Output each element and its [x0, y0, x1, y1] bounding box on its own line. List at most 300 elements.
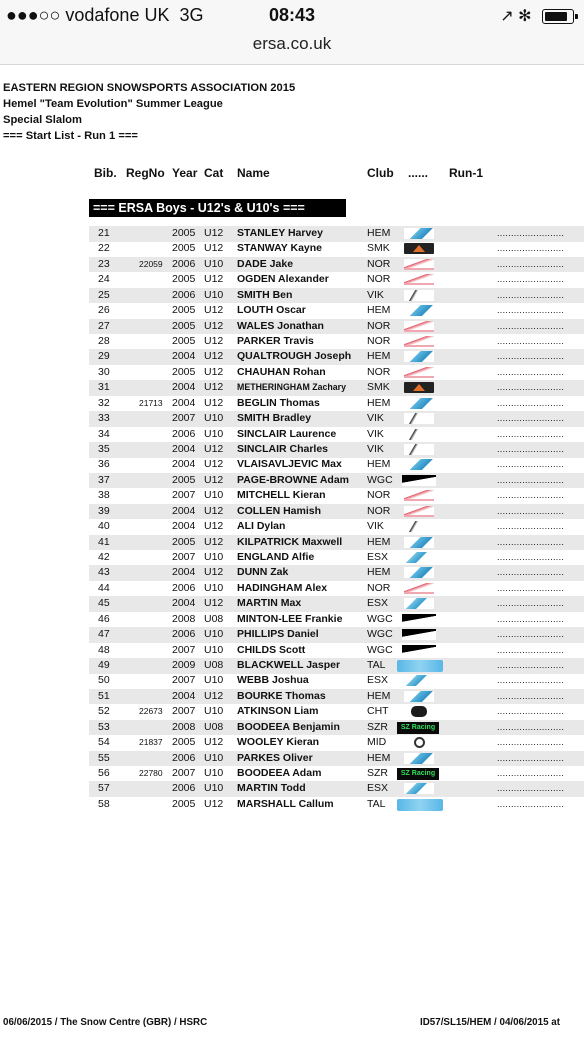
category-cell: U12	[204, 566, 224, 579]
category-cell: U12	[204, 520, 224, 533]
club-cell: ESX	[367, 782, 389, 795]
name-cell: WALES Jonathan	[237, 319, 324, 332]
run1-blank: ........................	[497, 552, 565, 563]
name-cell: DADE Jake	[237, 257, 294, 270]
club-cell: HEM	[367, 689, 391, 702]
club-cell: SZR	[367, 720, 388, 733]
club-logo-icon	[404, 444, 434, 455]
year-cell: 2005	[172, 535, 196, 548]
club-logo-icon	[402, 629, 436, 640]
year-cell: 2005	[172, 473, 196, 486]
club-cell: NOR	[367, 504, 391, 517]
run1-blank: ........................	[497, 243, 565, 254]
regno-cell: 21713	[139, 397, 163, 408]
club-logo-icon	[411, 706, 427, 717]
run1-blank: ........................	[497, 289, 565, 300]
year-cell: 2009	[172, 659, 196, 672]
bib-cell: 31	[98, 381, 110, 394]
year-cell: 2005	[172, 335, 196, 347]
club-cell: NOR	[367, 489, 391, 502]
year-cell: 2005	[172, 304, 196, 317]
name-cell: QUALTROUGH Joseph	[237, 350, 352, 363]
category-cell: U12	[204, 535, 224, 548]
col-year: Year	[172, 166, 198, 180]
club-logo-icon	[404, 521, 434, 532]
name-cell: CHILDS Scott	[237, 643, 306, 656]
club-cell: CHT	[367, 705, 389, 718]
name-cell: MARTIN Todd	[237, 782, 306, 795]
table-row	[89, 781, 584, 797]
col-cat: Cat	[204, 166, 224, 180]
run1-blank: ........................	[497, 629, 565, 640]
club-logo-icon	[404, 459, 434, 470]
col-regno: RegNo	[126, 166, 165, 180]
name-cell: ALI Dylan	[237, 520, 286, 533]
club-logo-icon: SZ Racing	[397, 722, 439, 734]
event-title: Special Slalom	[3, 114, 82, 126]
category-cell: U12	[204, 504, 224, 517]
bib-cell: 32	[98, 396, 110, 409]
category-cell: U12	[204, 242, 224, 255]
club-cell: WGC	[367, 643, 393, 656]
table-row	[89, 704, 584, 720]
category-cell: U08	[204, 612, 224, 625]
club-cell: TAL	[367, 659, 386, 672]
table-row	[89, 596, 584, 612]
year-cell: 2005	[172, 365, 196, 378]
table-row	[89, 519, 584, 535]
bib-cell: 24	[98, 273, 110, 286]
run1-blank: ........................	[497, 351, 565, 362]
category-cell: U08	[204, 659, 224, 672]
club-logo-icon	[404, 413, 434, 424]
club-logo-icon	[404, 783, 434, 794]
footer-left: 06/06/2015 / The Snow Centre (GBR) / HSRC	[3, 1017, 208, 1028]
bib-cell: 56	[98, 767, 110, 780]
category-cell: U10	[204, 581, 224, 594]
club-cell: NOR	[367, 335, 391, 347]
table-row	[89, 303, 584, 319]
col-club: Club	[367, 166, 394, 180]
bib-cell: 46	[98, 612, 110, 625]
bib-cell: 38	[98, 489, 110, 502]
club-logo-icon	[404, 321, 434, 332]
year-cell: 2004	[172, 350, 196, 363]
table-row	[89, 735, 584, 751]
club-logo-icon	[404, 274, 434, 285]
name-cell: BLACKWELL Jasper	[237, 659, 341, 672]
club-logo-icon	[404, 753, 434, 764]
col-run1: Run-1	[449, 166, 483, 180]
status-icons	[500, 6, 574, 26]
run1-blank: ........................	[497, 490, 565, 501]
category-cell: U10	[204, 489, 224, 502]
category-cell: U10	[204, 782, 224, 795]
bib-cell: 51	[98, 689, 110, 702]
year-cell: 2006	[172, 782, 196, 795]
table-row	[89, 442, 584, 458]
run1-blank: ........................	[497, 320, 565, 331]
name-cell: BEGLIN Thomas	[237, 396, 320, 409]
category-cell: U10	[204, 643, 224, 656]
name-cell: SMITH Ben	[237, 288, 293, 301]
club-logo-icon	[404, 382, 434, 393]
name-cell: KILPATRICK Maxwell	[237, 535, 343, 548]
name-cell: ATKINSON Liam	[237, 705, 319, 718]
table-row	[89, 658, 584, 674]
name-cell: CHAUHAN Rohan	[237, 365, 326, 378]
run1-blank: ........................	[497, 660, 565, 671]
table-row	[89, 535, 584, 551]
year-cell: 2007	[172, 643, 196, 656]
association-title: EASTERN REGION SNOWSPORTS ASSOCIATION 2015	[3, 82, 296, 94]
bib-cell: 27	[98, 319, 110, 332]
bib-cell: 53	[98, 720, 110, 733]
club-cell: SZR	[367, 767, 388, 780]
category-cell: U10	[204, 767, 224, 780]
year-cell: 2005	[172, 797, 196, 810]
category-cell: U12	[204, 381, 224, 394]
category-cell: U10	[204, 257, 224, 270]
table-row	[89, 627, 584, 643]
bib-cell: 50	[98, 674, 110, 687]
year-cell: 2006	[172, 288, 196, 301]
club-cell: VIK	[367, 412, 384, 425]
category-cell: U12	[204, 304, 224, 317]
year-cell: 2008	[172, 720, 196, 733]
club-logo-icon	[404, 675, 434, 686]
club-cell: MID	[367, 736, 387, 749]
club-cell: VIK	[367, 443, 384, 456]
table-row	[89, 581, 584, 597]
table-row	[89, 751, 584, 767]
name-cell: BOODEEA Adam	[237, 767, 322, 780]
table-row	[89, 720, 584, 736]
table-row	[89, 488, 584, 504]
regno-cell: 21837	[139, 737, 163, 748]
club-logo-icon	[402, 645, 436, 656]
club-logo-icon	[404, 259, 434, 270]
club-logo-icon	[404, 537, 434, 548]
club-cell: WGC	[367, 473, 393, 486]
category-cell: U12	[204, 443, 224, 456]
name-cell: STANWAY Kayne	[237, 242, 322, 255]
table-row	[89, 257, 584, 273]
club-cell: ESX	[367, 551, 389, 564]
regno-cell: 22780	[139, 768, 163, 779]
club-logo-icon: SZ Racing	[397, 768, 439, 780]
category-cell: U12	[204, 350, 224, 363]
run1-blank: ........................	[497, 305, 565, 316]
year-cell: 2007	[172, 489, 196, 502]
year-cell: 2008	[172, 612, 196, 625]
run1-blank: ........................	[497, 783, 565, 794]
year-cell: 2004	[172, 443, 196, 456]
club-cell: ESX	[367, 674, 389, 687]
table-row	[89, 673, 584, 689]
club-cell: NOR	[367, 257, 391, 270]
run1-blank: ........................	[497, 428, 565, 439]
year-cell: 2004	[172, 566, 196, 579]
document-header	[3, 80, 295, 144]
table-row	[89, 272, 584, 288]
club-cell: HEM	[367, 396, 391, 409]
category-cell: U12	[204, 319, 224, 332]
table-row	[89, 226, 584, 242]
bib-cell: 47	[98, 628, 110, 641]
run1-blank: ........................	[497, 397, 565, 408]
year-cell: 2006	[172, 628, 196, 641]
category-cell: U10	[204, 412, 224, 425]
col-dots: ......	[408, 166, 429, 180]
bib-cell: 34	[98, 427, 110, 440]
year-cell: 2004	[172, 504, 196, 517]
run1-blank: ........................	[497, 798, 565, 809]
club-logo-icon	[404, 336, 434, 347]
year-cell: 2007	[172, 674, 196, 687]
bib-cell: 21	[98, 227, 110, 239]
year-cell: 2004	[172, 458, 196, 471]
category-cell: U12	[204, 797, 224, 810]
name-cell: PAGE-BROWNE Adam	[237, 473, 350, 486]
run1-blank: ........................	[497, 459, 565, 470]
year-cell: 2005	[172, 227, 196, 239]
club-logo-icon	[404, 490, 434, 501]
bib-cell: 49	[98, 659, 110, 672]
year-cell: 2005	[172, 273, 196, 286]
run1-blank: ........................	[497, 474, 565, 485]
club-logo-icon	[404, 567, 434, 578]
table-row	[89, 612, 584, 628]
run1-blank: ........................	[497, 536, 565, 547]
bib-cell: 54	[98, 736, 110, 749]
category-cell: U12	[204, 227, 224, 239]
club-cell: HEM	[367, 227, 391, 239]
status-bar	[0, 0, 584, 65]
bib-cell: 29	[98, 350, 110, 363]
bib-cell: 57	[98, 782, 110, 795]
table-row	[89, 473, 584, 489]
club-cell: HEM	[367, 566, 391, 579]
run1-blank: ........................	[497, 644, 565, 655]
club-logo-icon	[397, 660, 443, 672]
club-logo-icon	[404, 506, 434, 517]
year-cell: 2007	[172, 551, 196, 564]
category-cell: U12	[204, 273, 224, 286]
table-row	[89, 319, 584, 335]
location-bluetooth-icon: ↗ ✻	[500, 8, 532, 25]
table-row	[89, 766, 584, 782]
category-cell: U10	[204, 551, 224, 564]
year-cell: 2007	[172, 412, 196, 425]
group-heading: === ERSA Boys - U12's & U10's ===	[89, 199, 346, 217]
category-cell: U12	[204, 335, 224, 347]
bib-cell: 44	[98, 581, 110, 594]
category-cell: U12	[204, 689, 224, 702]
year-cell: 2004	[172, 520, 196, 533]
bib-cell: 48	[98, 643, 110, 656]
table-row	[89, 643, 584, 659]
run1-blank: ........................	[497, 582, 565, 593]
name-cell: COLLEN Hamish	[237, 504, 322, 517]
club-cell: HEM	[367, 350, 391, 363]
table-row	[89, 241, 584, 257]
table-row	[89, 689, 584, 705]
bib-cell: 36	[98, 458, 110, 471]
bib-cell: 39	[98, 504, 110, 517]
clock: 08:43	[268, 5, 316, 25]
club-cell: VIK	[367, 427, 384, 440]
name-cell: SINCLAIR Laurence	[237, 427, 337, 440]
run1-blank: ........................	[497, 706, 565, 717]
table-row	[89, 396, 584, 412]
category-cell: U12	[204, 458, 224, 471]
bib-cell: 26	[98, 304, 110, 317]
run1-blank: ........................	[497, 413, 565, 424]
club-logo-icon	[404, 290, 434, 301]
category-cell: U10	[204, 427, 224, 440]
year-cell: 2007	[172, 767, 196, 780]
bib-cell: 30	[98, 365, 110, 378]
run1-blank: ........................	[497, 336, 565, 346]
bib-cell: 41	[98, 535, 110, 548]
category-cell: U12	[204, 396, 224, 409]
club-cell: ESX	[367, 597, 389, 610]
table-row	[89, 365, 584, 381]
run1-blank: ........................	[497, 228, 565, 238]
table-row	[89, 550, 584, 566]
table-row	[89, 288, 584, 304]
year-cell: 2005	[172, 319, 196, 332]
bib-cell: 40	[98, 520, 110, 533]
club-logo-icon	[404, 243, 434, 254]
run1-blank: ........................	[497, 274, 565, 285]
run1-blank: ........................	[497, 768, 565, 779]
name-cell: BOURKE Thomas	[237, 689, 326, 702]
carrier-name: vodafone UK	[65, 5, 170, 25]
club-cell: NOR	[367, 273, 391, 286]
bib-cell: 52	[98, 705, 110, 718]
bib-cell: 37	[98, 473, 110, 486]
col-bib: Bib.	[94, 166, 117, 180]
club-logo-icon	[402, 475, 436, 486]
run1-blank: ........................	[497, 382, 565, 393]
name-cell: ENGLAND Alfie	[237, 551, 315, 564]
name-cell: STANLEY Harvey	[237, 227, 323, 239]
bib-cell: 33	[98, 412, 110, 425]
name-cell: BOODEEA Benjamin	[237, 720, 340, 733]
category-cell: U10	[204, 288, 224, 301]
table-row	[89, 797, 584, 813]
club-logo-icon	[404, 598, 434, 609]
bib-cell: 28	[98, 335, 110, 347]
category-cell: U12	[204, 473, 224, 486]
category-cell: U12	[204, 365, 224, 378]
club-cell: NOR	[367, 319, 391, 332]
name-cell: MITCHELL Kieran	[237, 489, 326, 502]
name-cell: OGDEN Alexander	[237, 273, 329, 286]
name-cell: WEBB Joshua	[237, 674, 309, 687]
table-row	[89, 334, 584, 350]
club-cell: TAL	[367, 797, 386, 810]
year-cell: 2004	[172, 381, 196, 394]
club-logo-icon	[397, 799, 443, 811]
table-row	[89, 411, 584, 427]
category-cell: U10	[204, 674, 224, 687]
category-cell: U10	[204, 628, 224, 641]
club-cell: HEM	[367, 304, 391, 317]
club-logo-icon	[404, 398, 434, 409]
year-cell: 2004	[172, 597, 196, 610]
url-bar[interactable]: ersa.co.uk	[252, 34, 332, 53]
club-cell: SMK	[367, 242, 390, 255]
year-cell: 2006	[172, 257, 196, 270]
club-cell: WGC	[367, 628, 393, 641]
run1-blank: ........................	[497, 613, 565, 624]
category-cell: U10	[204, 705, 224, 718]
run1-blank: ........................	[497, 505, 565, 516]
name-cell: SINCLAIR Charles	[237, 443, 329, 456]
category-cell: U12	[204, 736, 224, 749]
bib-cell: 55	[98, 751, 110, 764]
bib-cell: 58	[98, 797, 110, 810]
year-cell: 2006	[172, 581, 196, 594]
table-row	[89, 380, 584, 396]
club-cell: VIK	[367, 288, 384, 301]
run1-blank: ........................	[497, 444, 565, 455]
club-logo-icon	[404, 583, 434, 594]
signal-strength-icon: ●●●○○	[6, 5, 61, 25]
col-name: Name	[237, 166, 270, 180]
name-cell: LOUTH Oscar	[237, 304, 306, 317]
table-row	[89, 427, 584, 443]
table-row	[89, 457, 584, 473]
year-cell: 2005	[172, 736, 196, 749]
name-cell: DUNN Zak	[237, 566, 289, 579]
year-cell: 2007	[172, 705, 196, 718]
run1-blank: ........................	[497, 521, 565, 532]
run1-blank: ........................	[497, 258, 565, 269]
start-list-title: === Start List - Run 1 ===	[3, 130, 138, 142]
year-cell: 2005	[172, 242, 196, 255]
name-cell: HADINGHAM Alex	[237, 581, 328, 594]
name-cell: VLAISAVLJEVIC Max	[237, 458, 342, 471]
club-logo-icon	[404, 228, 434, 239]
run1-blank: ........................	[497, 598, 565, 609]
bib-cell: 42	[98, 551, 110, 564]
run1-blank: ........................	[497, 567, 565, 578]
year-cell: 2006	[172, 427, 196, 440]
table-row	[89, 349, 584, 365]
year-cell: 2006	[172, 751, 196, 764]
name-cell: MINTON-LEE Frankie	[237, 612, 343, 625]
battery-icon	[542, 9, 574, 24]
club-logo-icon	[404, 552, 434, 563]
name-cell: MARSHALL Callum	[237, 797, 334, 810]
club-logo-icon	[404, 429, 434, 440]
name-cell: MARTIN Max	[237, 597, 302, 610]
category-cell: U10	[204, 751, 224, 764]
club-cell: SMK	[367, 381, 390, 394]
club-logo-icon	[404, 305, 434, 316]
club-logo-icon	[404, 691, 434, 702]
club-cell: NOR	[367, 365, 391, 378]
name-cell: SMITH Bradley	[237, 412, 312, 425]
bib-cell: 22	[98, 242, 110, 255]
bib-cell: 23	[98, 257, 110, 270]
name-cell: PARKES Oliver	[237, 751, 313, 764]
name-cell: METHERINGHAM Zachary	[237, 382, 346, 393]
